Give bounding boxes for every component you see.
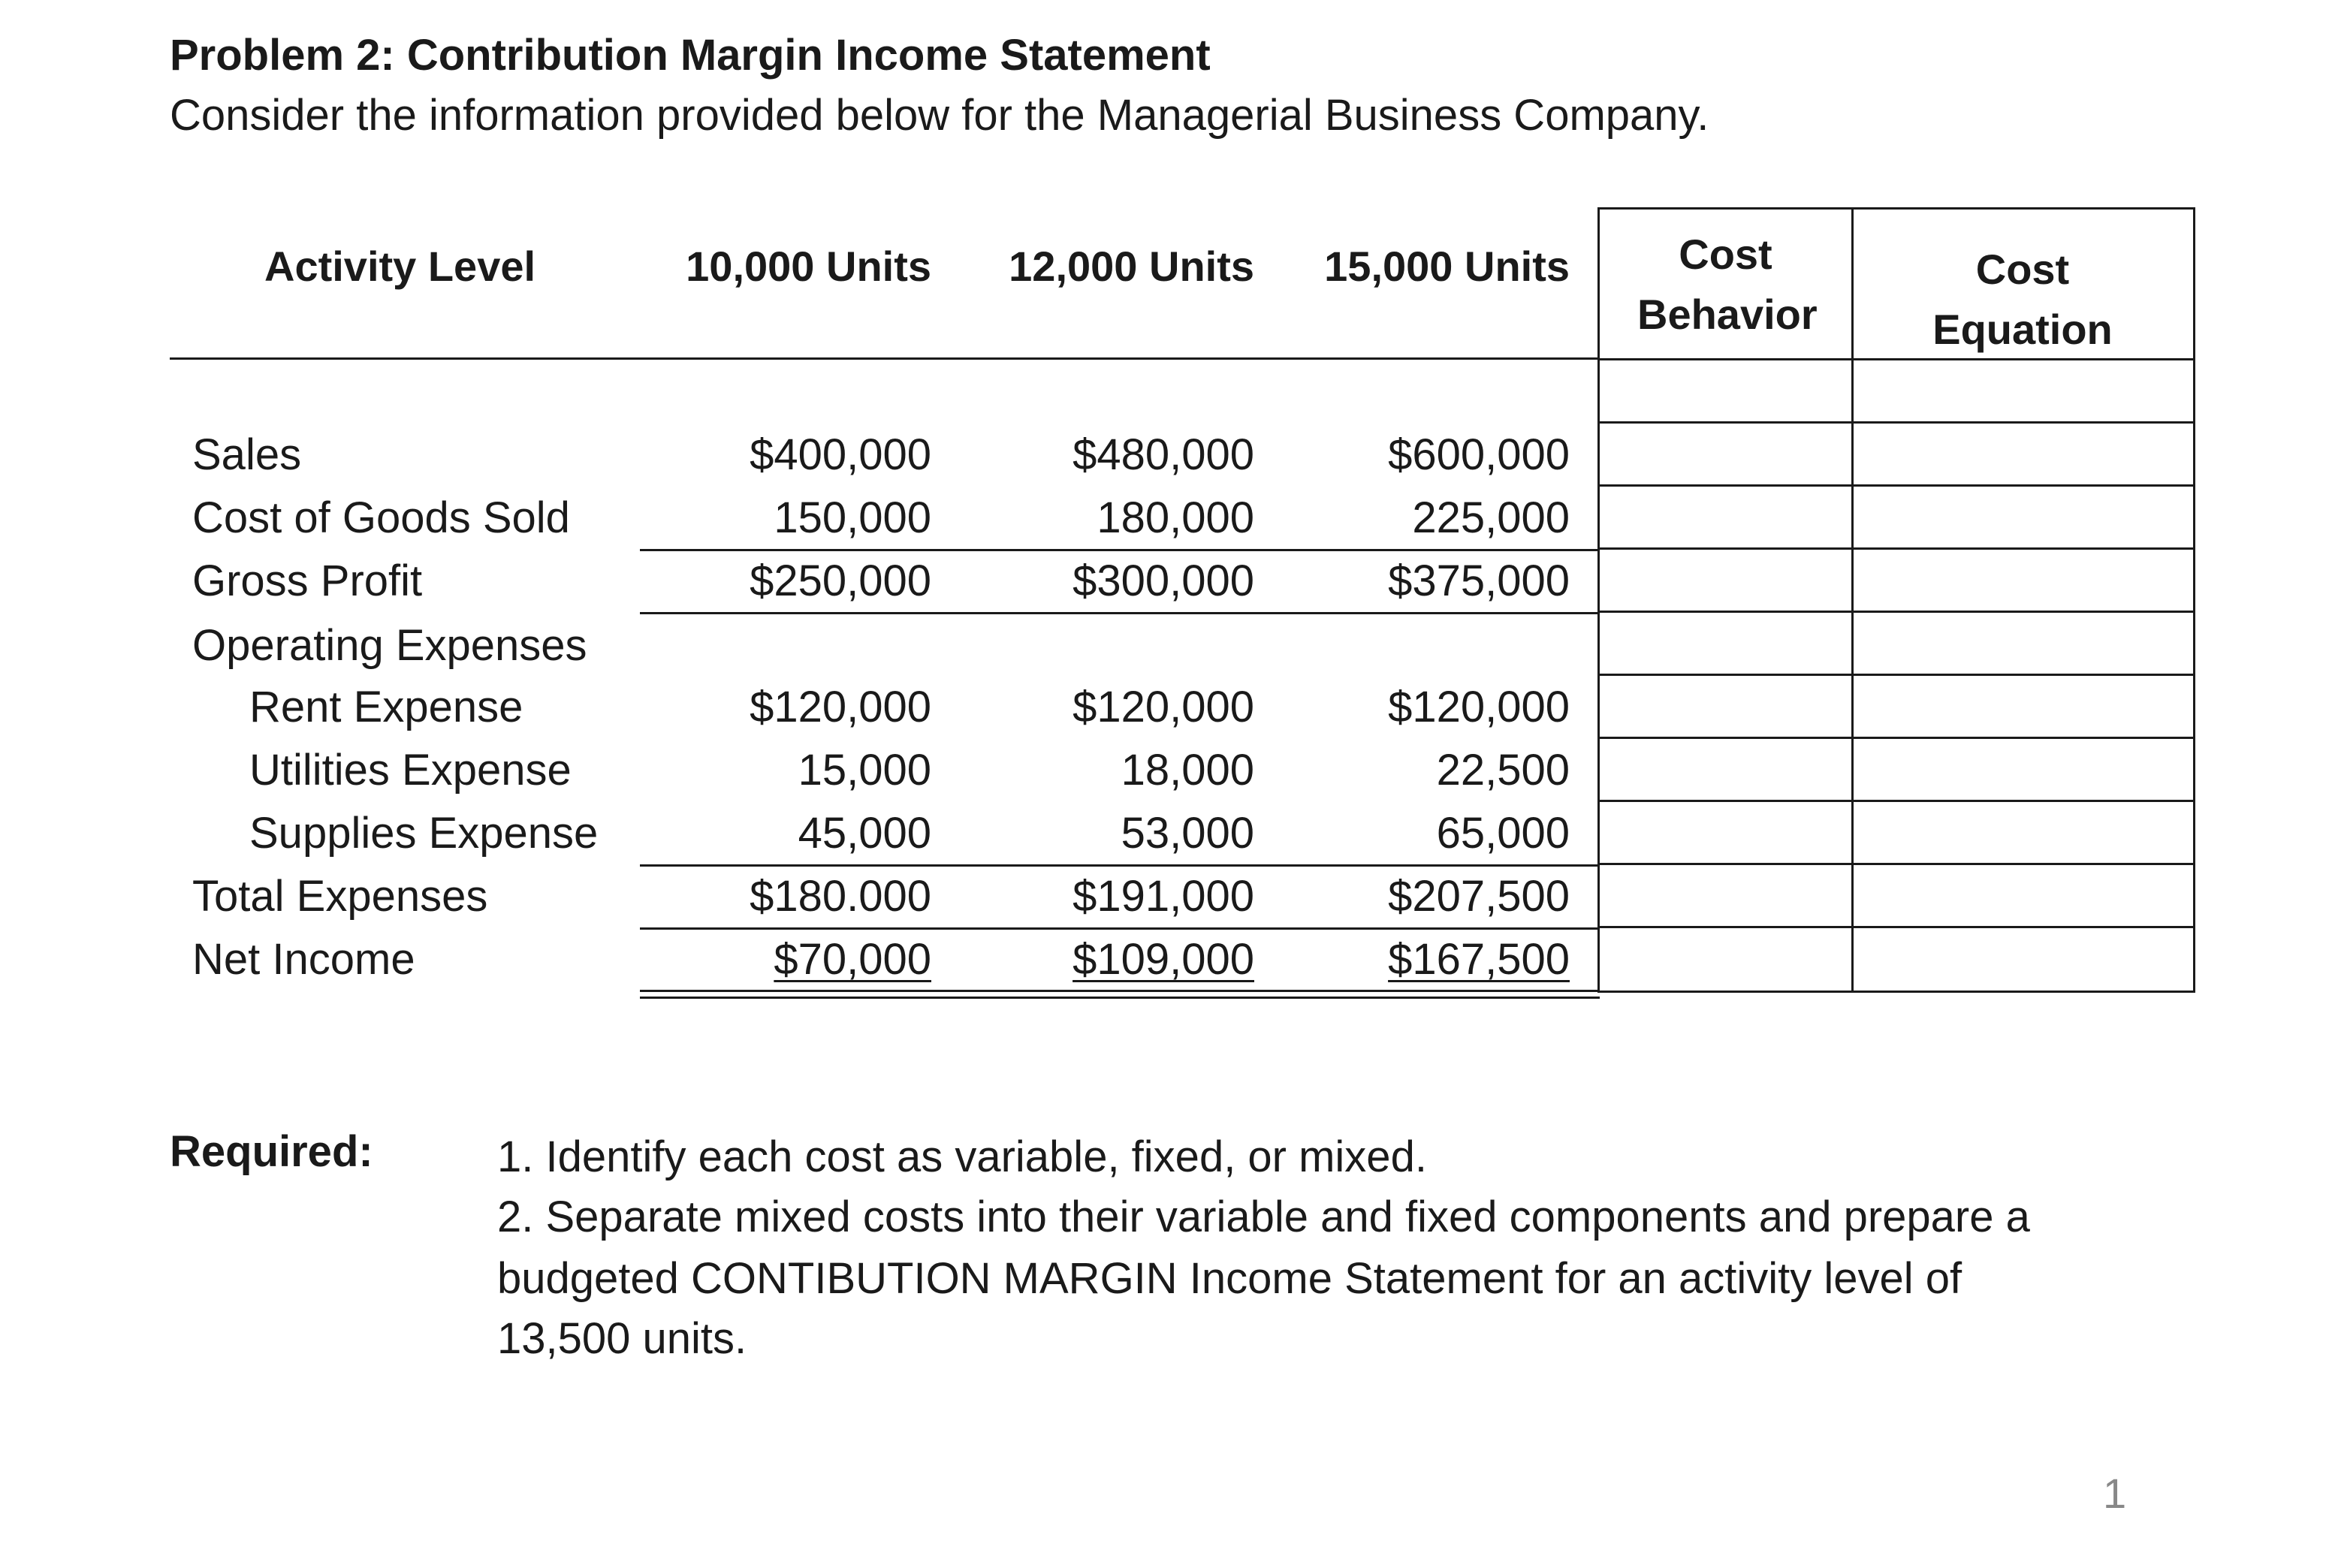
row-label-cogs: Cost of Goods Sold	[192, 493, 570, 542]
cost-behavior-header: Cost Behavior	[1637, 231, 1818, 338]
cost-equation-cell-cogs	[1851, 484, 2195, 550]
cost-equation-header: Cost Equation	[1932, 246, 2113, 353]
utilities-12000: 18,000	[1121, 746, 1254, 795]
rent-10000: $120,000	[750, 683, 931, 731]
header-15000-units: 15,000 Units	[1324, 243, 1570, 290]
header-12000-units: 12,000 Units	[1009, 243, 1254, 290]
row-label-rent: Rent Expense	[249, 683, 523, 731]
cost-behavior-cell-utilities	[1597, 737, 1854, 802]
header-divider	[170, 357, 1600, 360]
gross-profit-15000: $375,000	[1388, 556, 1570, 605]
rule-net-income-double-1	[640, 990, 1600, 992]
total-expenses-12000: $191,000	[1072, 872, 1254, 921]
cost-behavior-cell-total-expenses	[1597, 863, 1854, 928]
required-item-2-cont: budgeted CONTIBUTION MARGIN Income Statement for an activity level of	[497, 1254, 1962, 1303]
utilities-10000: 15,000	[798, 746, 931, 795]
cost-equation-cell-utilities	[1851, 737, 2195, 802]
net-income-15000: $167,500	[1388, 935, 1570, 984]
required-item-1: 1. Identify each cost as variable, fixed, or mixed.	[497, 1132, 1427, 1181]
page-number: 1	[2103, 1470, 2127, 1517]
cost-equation-cell-total-expenses	[1851, 863, 2195, 928]
sales-15000: $600,000	[1388, 430, 1570, 479]
header-10000-units: 10,000 Units	[686, 243, 931, 290]
supplies-12000: 53,000	[1121, 809, 1254, 858]
row-label-net-income: Net Income	[192, 935, 415, 984]
required-label: Required:	[170, 1127, 373, 1176]
gross-profit-10000: $250,000	[750, 556, 931, 605]
cost-behavior-header-cell	[1597, 207, 1854, 360]
total-expenses-10000: $180.000	[750, 872, 931, 921]
cost-behavior-cell-spacer	[1597, 358, 1854, 424]
required-item-2: 2. Separate mixed costs into their variable and fixed components and prepare a	[497, 1193, 2030, 1241]
supplies-10000: 45,000	[798, 809, 931, 858]
cost-equation-cell-gross-profit	[1851, 547, 2195, 613]
cost-equation-cell-net-income	[1851, 926, 2195, 993]
utilities-15000: 22,500	[1436, 746, 1570, 795]
page-title: Problem 2: Contribution Margin Income Statement	[170, 31, 1211, 80]
cogs-10000: 150,000	[774, 493, 931, 542]
supplies-15000: 65,000	[1436, 809, 1570, 858]
cost-behavior-cell-rent	[1597, 674, 1854, 739]
row-label-operating-expenses: Operating Expenses	[192, 621, 587, 670]
net-income-12000: $109,000	[1072, 935, 1254, 984]
required-item-2-end: 13,500 units.	[497, 1314, 747, 1363]
cogs-12000: 180,000	[1097, 493, 1254, 542]
row-label-sales: Sales	[192, 430, 302, 479]
row-label-total-expenses: Total Expenses	[192, 872, 488, 921]
cost-equation-cell-rent	[1851, 674, 2195, 739]
row-label-utilities: Utilities Expense	[249, 746, 572, 795]
rule-above-gross-profit	[640, 549, 1600, 551]
gross-profit-12000: $300,000	[1072, 556, 1254, 605]
sales-12000: $480,000	[1072, 430, 1254, 479]
cost-behavior-cell-sales	[1597, 421, 1854, 487]
row-label-gross-profit: Gross Profit	[192, 556, 423, 605]
rule-net-income-double-2	[640, 997, 1600, 999]
cost-behavior-cell-net-income	[1597, 926, 1854, 993]
cost-equation-header-cell	[1851, 207, 2195, 360]
sales-10000: $400,000	[750, 430, 931, 479]
total-expenses-15000: $207,500	[1388, 872, 1570, 921]
cost-behavior-cell-cogs	[1597, 484, 1854, 550]
net-income-10000: $70,000	[774, 935, 931, 984]
cost-equation-cell-sales	[1851, 421, 2195, 487]
rent-15000: $120,000	[1388, 683, 1570, 731]
header-activity-level: Activity Level	[264, 243, 536, 290]
cost-behavior-cell-supplies	[1597, 800, 1854, 865]
row-label-supplies: Supplies Expense	[249, 809, 599, 858]
rule-below-gross-profit	[640, 612, 1600, 614]
page-subtitle: Consider the information provided below for the Managerial Business Company.	[170, 91, 1709, 140]
cost-behavior-cell-operating-expenses	[1597, 611, 1854, 676]
rule-above-total-expenses	[640, 864, 1600, 867]
rent-12000: $120,000	[1072, 683, 1254, 731]
cost-equation-cell-operating-expenses	[1851, 611, 2195, 676]
cogs-15000: 225,000	[1412, 493, 1570, 542]
cost-equation-cell-supplies	[1851, 800, 2195, 865]
cost-behavior-cell-gross-profit	[1597, 547, 1854, 613]
rule-above-net-income	[640, 927, 1600, 930]
cost-equation-cell-spacer	[1851, 358, 2195, 424]
